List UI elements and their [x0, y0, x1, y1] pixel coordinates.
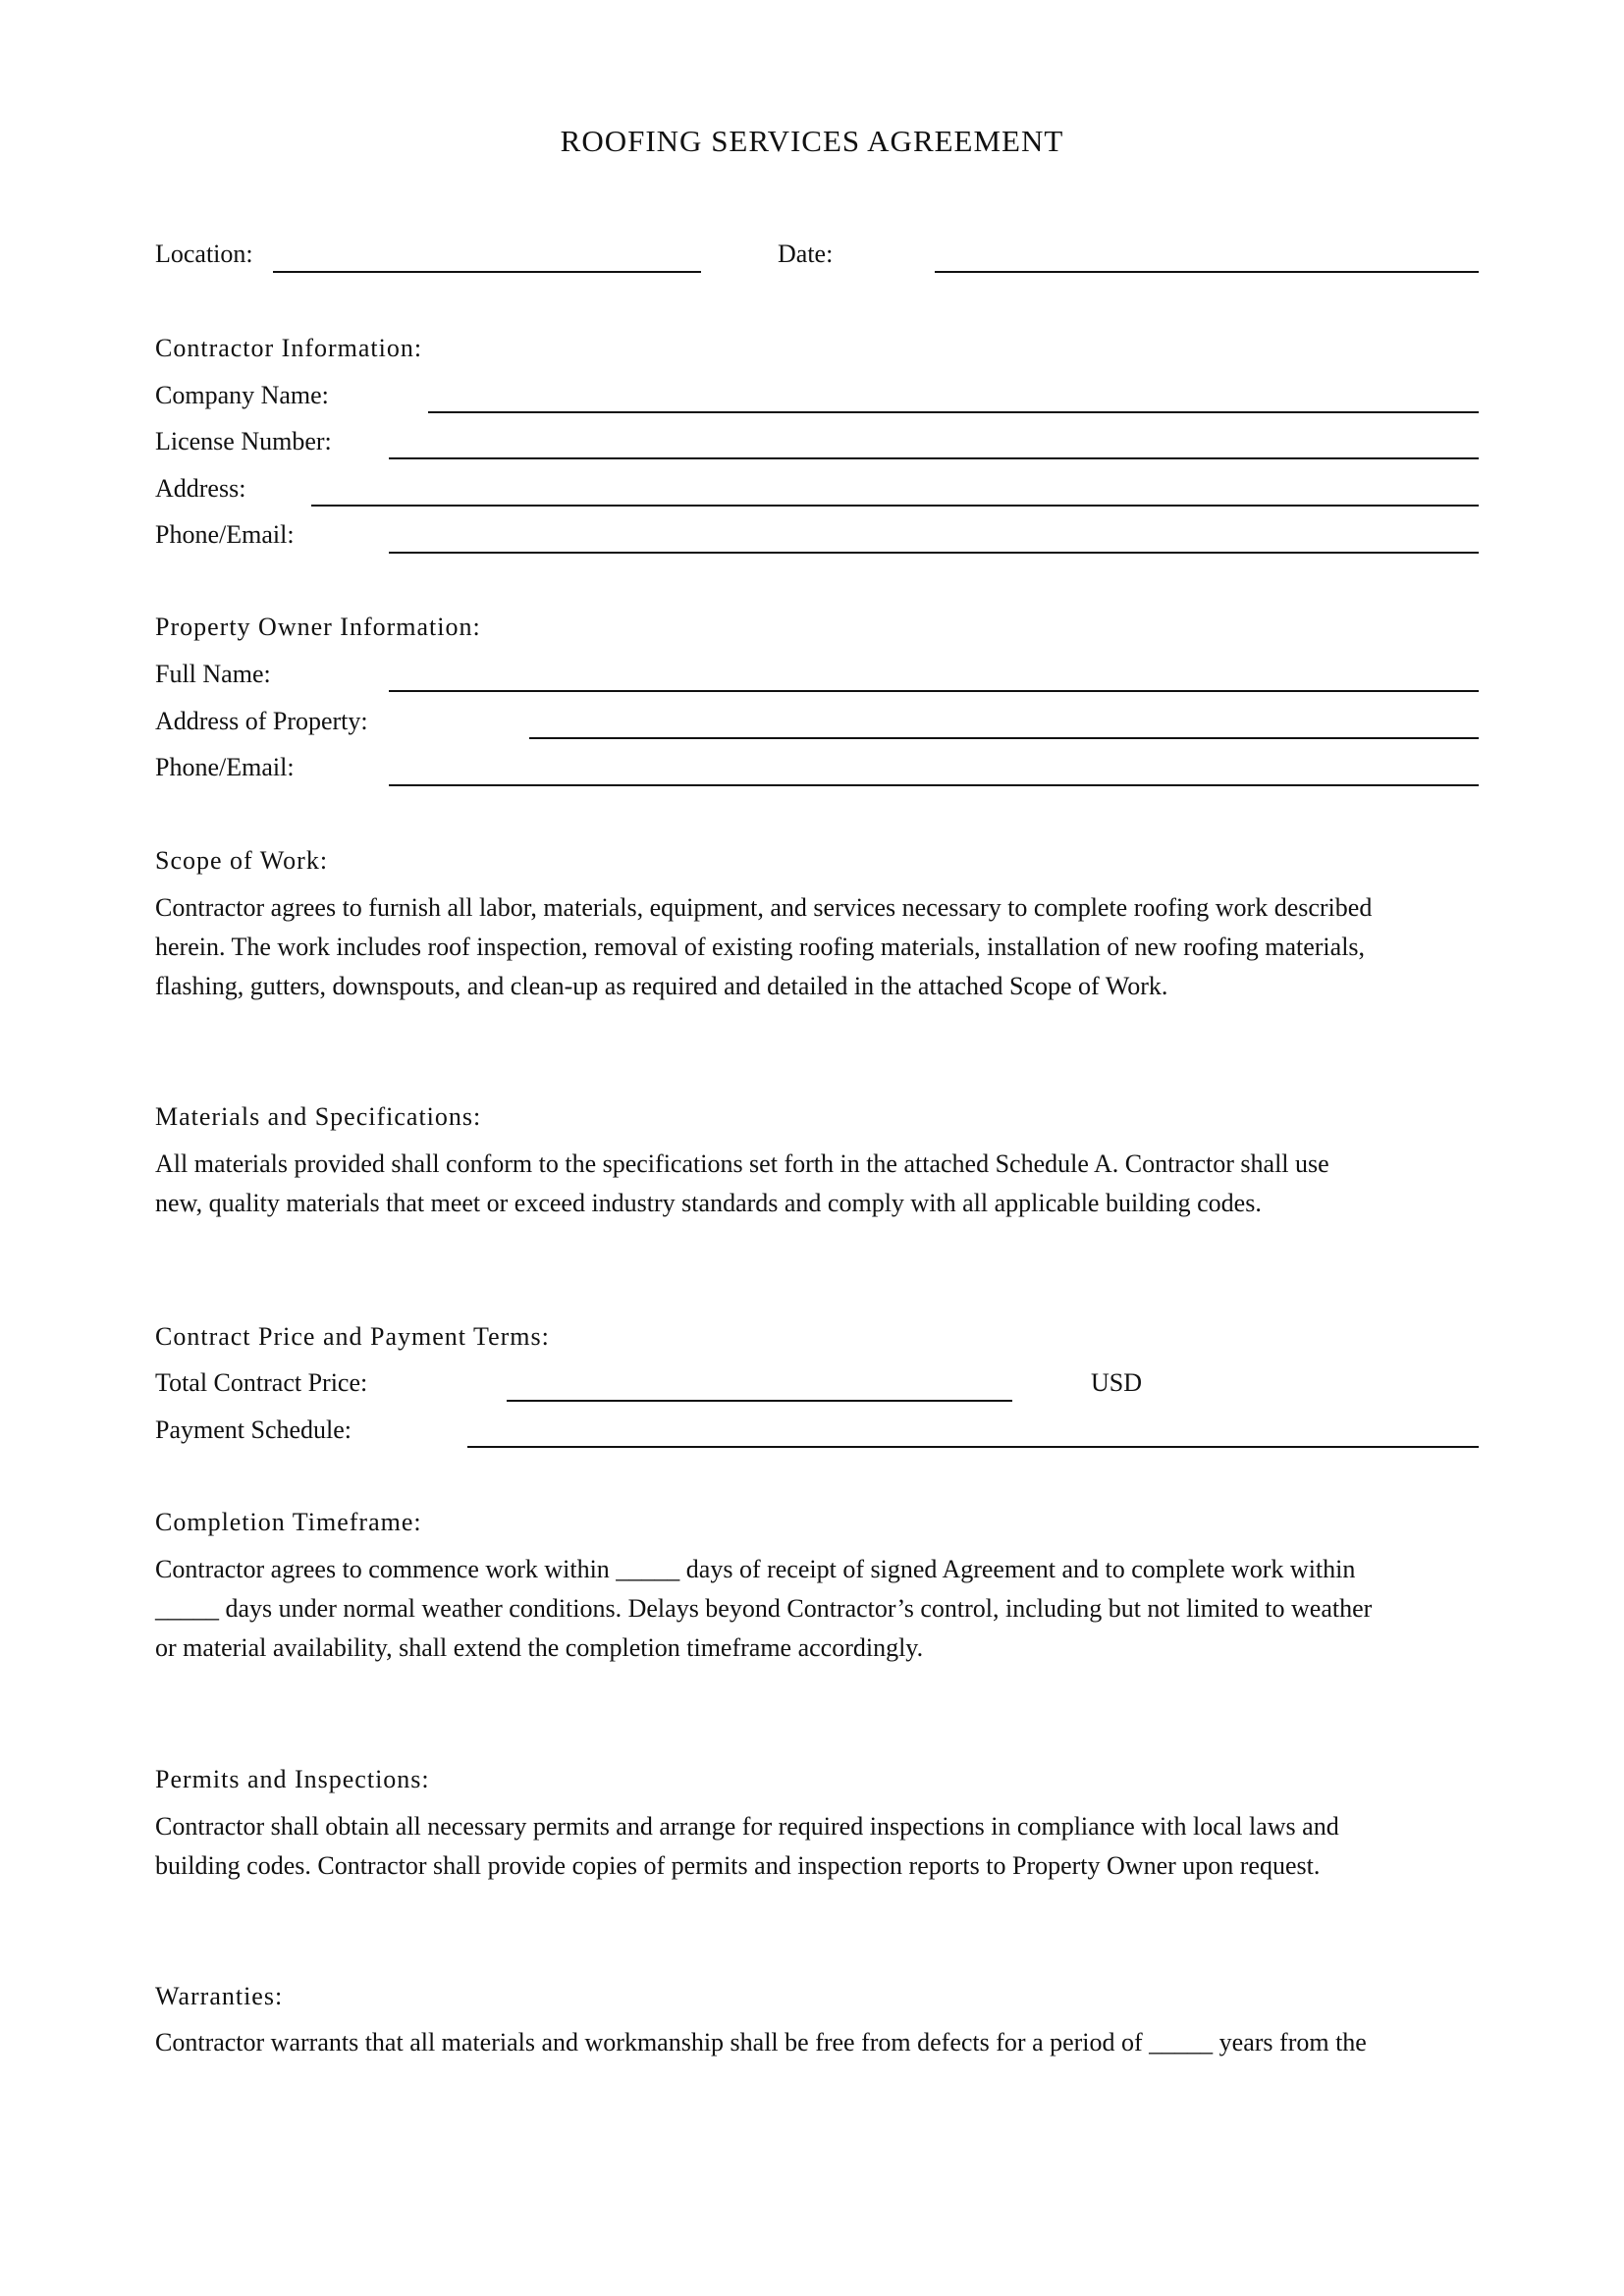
scope-line: herein. The work includes roof inspection, removal of existing roofing materials, installation of new roofing materials, — [155, 933, 1366, 961]
permits-heading: Permits and Inspections: — [155, 1765, 430, 1793]
total-price-label: Total Contract Price: — [155, 1368, 368, 1397]
price-heading: Contract Price and Payment Terms: — [155, 1322, 550, 1351]
contractor-contact-label: Phone/Email: — [155, 520, 295, 549]
scope-paragraph — [155, 888, 1490, 1006]
document-title: ROOFING SERVICES AGREEMENT — [560, 124, 1064, 158]
property-address-field[interactable] — [529, 737, 1479, 739]
timeframe-line: Contractor agrees to commence work within _____ days of receipt of signed Agreement and to complete work within — [155, 1555, 1356, 1583]
warranties-line: Contractor warrants that all materials and workmanship shall be free from defects for a period of _____ years from the — [155, 2028, 1367, 2056]
location-label: Location: — [155, 240, 253, 268]
owner-name-field[interactable] — [389, 690, 1479, 692]
materials-line: new, quality materials that meet or exceed industry standards and comply with all applicable building codes. — [155, 1189, 1262, 1217]
date-field[interactable] — [935, 271, 1479, 273]
contractor-address-field[interactable] — [311, 505, 1479, 507]
permits-line: building codes. Contractor shall provide copies of permits and inspection reports to Property Owner upon request. — [155, 1851, 1321, 1880]
owner-contact-label: Phone/Email: — [155, 753, 295, 781]
materials-heading: Materials and Specifications: — [155, 1102, 482, 1131]
scope-line: flashing, gutters, downspouts, and clean-up as required and detailed in the attached Scope of Work. — [155, 972, 1168, 1000]
property-address-label: Address of Property: — [155, 707, 368, 735]
timeframe-paragraph — [155, 1550, 1490, 1668]
company-name-label: Company Name: — [155, 381, 329, 409]
materials-line: All materials provided shall conform to the specifications set forth in the attached Schedule A. Contractor shall use — [155, 1149, 1329, 1178]
scope-heading: Scope of Work: — [155, 846, 329, 875]
timeframe-heading: Completion Timeframe: — [155, 1508, 422, 1536]
owner-name-label: Full Name: — [155, 660, 271, 688]
timeframe-line: _____ days under normal weather conditions. Delays beyond Contractor’s control, including but not limited to weather — [155, 1594, 1373, 1623]
location-field[interactable] — [273, 271, 701, 273]
materials-paragraph — [155, 1145, 1490, 1223]
timeframe-line: or material availability, shall extend the completion timeframe accordingly. — [155, 1633, 924, 1662]
owner-heading: Property Owner Information: — [155, 613, 481, 641]
contractor-heading: Contractor Information: — [155, 334, 423, 362]
contractor-contact-field[interactable] — [389, 552, 1479, 554]
license-number-field[interactable] — [389, 457, 1479, 459]
company-name-field[interactable] — [428, 411, 1479, 413]
permits-paragraph — [155, 1807, 1490, 1886]
license-number-label: License Number: — [155, 427, 332, 455]
warranties-paragraph — [155, 2023, 1490, 2062]
permits-line: Contractor shall obtain all necessary permits and arrange for required inspections in compliance with local laws and — [155, 1812, 1339, 1841]
payment-schedule-field[interactable] — [467, 1446, 1479, 1448]
contractor-address-label: Address: — [155, 474, 246, 503]
payment-schedule-label: Payment Schedule: — [155, 1415, 352, 1444]
owner-contact-field[interactable] — [389, 784, 1479, 786]
total-price-field[interactable] — [507, 1400, 1012, 1402]
scope-line: Contractor agrees to furnish all labor, materials, equipment, and services necessary to complete roofing work described — [155, 893, 1373, 922]
currency-label: USD — [1091, 1368, 1143, 1397]
warranties-heading: Warranties: — [155, 1982, 284, 2010]
date-label: Date: — [778, 240, 834, 268]
